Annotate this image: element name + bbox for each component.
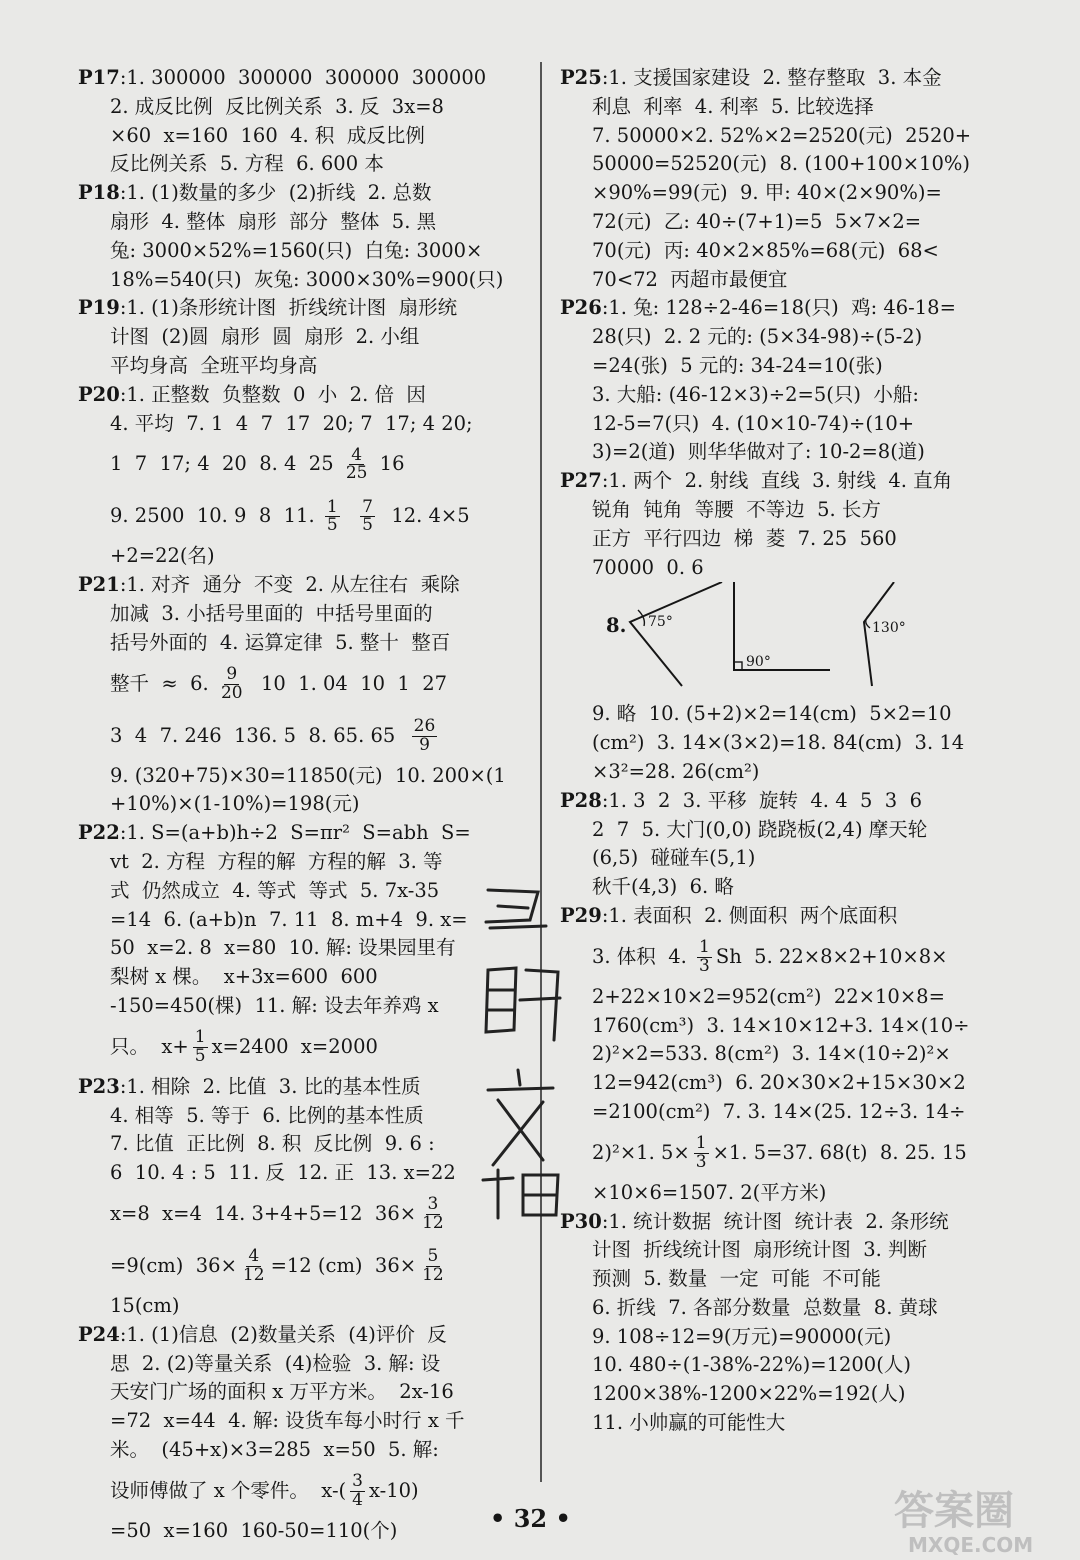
answer-text: 11. 小帅赢的可能性大 [592,1411,786,1435]
answer-text: 72(元) 乙: 40÷(7+1)=5 5×7×2= [592,209,922,233]
answer-line [560,352,1012,381]
answer-text: 6. 折线 7. 各部分数量 总数量 8. 黄球 [592,1295,938,1319]
answer-text: 10 1. 04 10 1 27 [248,671,448,695]
fraction-denominator: 5 [326,515,338,536]
answer-text: 70<72 丙超市最便宜 [592,267,788,291]
answer-text: 思 2. (2)等量关系 (4)检验 3. 解: 设 [110,1351,441,1375]
answer-text: 10. 480÷(1-38%-22%)=1200(人) [592,1353,911,1377]
answer-line [560,700,1012,729]
fraction-numerator: 5 [427,1246,439,1267]
answer-text: 2. 成反比例 反比例关系 3. 反 3x=8 [110,94,444,118]
answer-line [78,1436,530,1465]
answer-line [78,381,530,410]
answer-text: 2)²×1. 5× [592,1140,690,1164]
answer-line [560,496,1012,525]
fraction-numerator: 3 [352,1470,363,1491]
answer-text: vt 2. 方程 方程的解 方程的解 3. 等 [110,849,443,873]
answer-text: 50 x=2. 8 x=80 10. 解: 设果园里有 [110,936,456,960]
answer-line [78,93,530,122]
fraction-numerator: 7 [362,496,373,517]
answer-text: =14 6. (a+b)n 7. 11 8. m+4 9. x= [110,907,468,931]
answer-text: 式 仍然成立 4. 等式 等式 5. 7x-35 [110,878,440,902]
fraction-denominator: 4 [352,1489,363,1510]
answer-line [78,1378,530,1407]
logo-text: 答案圈 [894,1488,1014,1534]
page-tag: P20 [78,382,120,406]
fraction-denominator: 3 [699,955,710,976]
page-tag: P23 [78,1074,120,1098]
answer-line [560,64,1012,93]
fraction-numerator: 9 [226,663,238,684]
answer-text: x=2400 x=2000 [211,1034,378,1058]
answer-text: 15(cm) [110,1293,180,1317]
fraction-numerator: 4 [248,1246,260,1267]
page-tag: P25 [560,66,602,89]
angle-75 [630,582,722,686]
answer-line [560,1323,1012,1352]
answer-text: =24(张) 5 元的: 34-24=10(张) [592,353,883,377]
page-tag: P30 [560,1209,602,1233]
answer-text: 50000=52520(元) 8. (100+100×10%) [592,152,970,176]
answer-text: :1. 相除 2. 比值 3. 比的基本性质 [119,1074,421,1098]
answer-line [78,629,530,658]
answer-text: =72 x=44 4. 解: 设货车每小时行 x 千 [110,1409,465,1433]
answer-line [78,1407,530,1436]
answer-text: :1. (1)数量的多少 (2)折线 2. 总数 [119,181,432,205]
right-top-block [560,64,1012,582]
page-tag: P24 [78,1322,120,1346]
fraction-numerator: 4 [351,444,363,465]
answer-line [78,1021,530,1073]
answer-text: 天安门广场的面积 x 万平方米。 2x-16 [110,1380,454,1404]
answer-line [78,237,530,266]
answer-line [560,237,1012,266]
angle-label-75: 75° [648,614,673,631]
answer-text: 梨树 x 棵。 x+3x=600 600 [110,965,378,989]
answer-line [78,819,530,848]
answer-text: 平均身高 全班平均身高 [110,353,318,377]
answer-line [560,1351,1012,1380]
answer-line [78,323,530,352]
fraction [697,936,712,976]
answer-line [560,208,1012,237]
answer-line [560,1012,1012,1041]
answer-text: 锐角 钝角 等腰 不等边 5. 长方 [592,497,881,521]
answer-text: =12 (cm) 36× [270,1253,417,1277]
answer-line [560,844,1012,873]
answer-line [560,787,1012,816]
answer-text: :1. (1)条形统计图 折线统计图 扇形统 [119,296,458,320]
answer-text: =9(cm) 36× [110,1253,237,1277]
answer-line [78,179,530,208]
answer-line [560,902,1012,931]
answer-text: 只。 x+ [110,1034,189,1058]
fraction-denominator: 5 [194,1045,206,1066]
answer-line [560,1265,1012,1294]
fraction-numerator: 1 [695,1132,707,1153]
answer-text: :1. 统计数据 统计图 统计表 2. 条形统 [601,1209,949,1233]
answer-line [78,790,530,819]
answer-line [78,490,530,542]
fraction-denominator: 25 [345,463,368,484]
angle-figure [560,582,1012,700]
answer-line [78,410,530,439]
answer-line [560,1127,1012,1179]
answer-text: 12. 4×5 [378,504,470,528]
answer-text: 3 4 7. 246 136. 5 8. 65. 65 [110,723,408,747]
answer-text: (6,5) 碰碰车(5,1) [592,846,756,870]
answer-text: 16 [373,452,405,476]
right-bottom-block [560,700,1012,1438]
answer-text: 整千 ≈ 6. [110,671,215,695]
answer-text: 3)=2(道) 则华华做对了: 10-2=8(道) [592,440,925,464]
answer-text: 设师傅做了 x 个零件。 x-( [110,1478,347,1502]
answer-line [78,1102,530,1131]
answer-line [560,266,1012,295]
answer-line [78,266,530,295]
answer-line [78,64,530,93]
answer-text: 反比例关系 5. 方程 6. 600 本 [110,152,384,176]
answer-line [560,554,1012,583]
fraction-numerator: 1 [194,1026,206,1047]
answer-text: 利息 利率 4. 利率 5. 比较选择 [592,94,874,118]
answer-line [78,906,530,935]
answer-line [78,1292,530,1321]
answer-line [78,1465,530,1517]
answer-text: +2=22(名) [110,544,215,568]
answer-text: x=8 x=4 14. 3+4+5=12 36× [110,1201,417,1225]
answer-text: 9. 略 10. (5+2)×2=14(cm) 5×2=10 [592,702,952,726]
answer-line [560,1040,1012,1069]
answer-line [78,877,530,906]
answer-text: +10%)×(1-10%)=198(元) [110,792,360,816]
answer-text: 4. 相等 5. 等于 6. 比例的基本性质 [110,1103,424,1127]
fraction [344,444,370,484]
answer-text: 加减 3. 小括号里面的 中括号里面的 [110,601,433,625]
answer-line [78,352,530,381]
answer-text: (cm²) 3. 14×(3×2)=18. 84(cm) 3. 14 [592,731,965,755]
answer-line [78,762,530,791]
fraction-denominator: 9 [419,734,430,755]
answer-line [78,848,530,877]
answer-text: :1. S=(a+b)h÷2 S=πr² S=abh S= [119,821,471,845]
answer-text: 1200×38%-1200×22%=192(人) [592,1382,906,1406]
answer-text: 9. 2500 10. 9 8 11. [110,504,321,528]
handwritten-watermark [468,880,568,1220]
answer-line [560,323,1012,352]
answer-text: ×1. 5=37. 68(t) 8. 25. 15 [712,1140,967,1164]
answer-line [560,381,1012,410]
answer-text: 7. 比值 正比例 8. 积 反比例 9. 6 : [110,1132,435,1156]
fraction [694,1132,709,1172]
answer-text: 兔: 3000×52%=1560(只) 白兔: 3000× [110,238,483,262]
answer-line [560,816,1012,845]
answer-line [560,1208,1012,1237]
page-tag: P26 [560,296,602,320]
page-tag: P18 [78,181,120,205]
answer-text: 预测 5. 数量 一定 可能 不可能 [592,1267,881,1291]
answer-text: Sh 5. 22×8×2+10×8× [715,944,948,968]
fraction-denominator: 5 [362,515,373,536]
answer-line [560,410,1012,439]
answer-text: =2100(cm²) 7. 3. 14×(25. 12÷3. 14÷ [592,1099,966,1123]
logo-url: MXQE.COM [908,1533,1034,1557]
answer-text: 9. (320+75)×30=11850(元) 10. 200×(1 [110,763,506,787]
answer-line [560,294,1012,323]
fraction [241,1248,267,1285]
page-tag: P29 [560,903,602,927]
answer-text: 括号外面的 4. 运算定律 5. 整十 整百 [110,630,451,654]
answer-line [560,179,1012,208]
answer-text: 2+22×10×2=952(cm²) 22×10×8= [592,984,945,1008]
answer-text [344,504,356,527]
fraction-denominator: 3 [695,1151,707,1172]
right-column [560,64,1012,1438]
answer-line [78,658,530,710]
page-tag: P17 [78,66,120,89]
answer-text: 1760(cm³) 3. 14×10×12+3. 14×(10÷ [592,1013,970,1037]
answer-text: :1. 两个 2. 射线 直线 3. 射线 4. 直角 [601,469,953,493]
fraction [420,1196,446,1233]
answer-line [78,571,530,600]
answer-text: :1. (1)信息 (2)数量关系 (4)评价 反 [119,1322,447,1346]
answer-text: 70000 0. 6 [592,555,704,579]
fraction-numerator: 3 [427,1194,439,1215]
fraction-denominator: 12 [242,1264,265,1285]
answer-line [78,542,530,571]
answer-line [78,600,530,629]
fraction-numerator: 1 [326,496,338,517]
page-tag: P28 [560,788,602,812]
page-number: • 32 • [490,1504,571,1533]
answer-line [560,122,1012,151]
answer-text: 计图 折线统计图 扇形统计图 3. 判断 [592,1238,927,1262]
answer-text: :1. 兔: 128÷2-46=18(只) 鸡: 46-18= [601,296,956,320]
answer-text: ×90%=99(元) 9. 甲: 40×(2×90%)= [592,181,942,205]
answer-text: 12-5=7(只) 4. (10×10-74)÷(10+ [592,411,915,435]
answer-line [560,467,1012,496]
answer-line [78,294,530,323]
fraction [325,496,340,536]
answer-text: 6 10. 4 : 5 11. 反 12. 正 13. x=22 [110,1161,456,1185]
fraction [360,496,375,536]
fraction [219,663,245,703]
answer-text: 3. 大船: (46-12×3)÷2=5(只) 小船: [592,382,919,406]
answer-line [560,438,1012,467]
answer-line [560,150,1012,179]
answer-line [560,729,1012,758]
answer-text: 70(元) 丙: 40×2×85%=68(元) 68< [592,238,939,262]
fraction-denominator: 20 [220,682,243,703]
answer-line [78,1188,530,1240]
answer-line [560,931,1012,983]
answer-text: 米。 (45+x)×3=285 x=50 5. 解: [110,1437,439,1461]
answer-text: 正方 平行四边 梯 菱 7. 25 560 [592,526,897,550]
answer-text: 扇形 4. 整体 扇形 部分 整体 5. 黑 [110,209,437,233]
answer-line [560,1069,1012,1098]
page-tag: P27 [560,469,602,493]
answer-text: :1. 对齐 通分 不变 2. 从左往右 乘除 [119,573,460,597]
answer-text: :1. 300000 300000 300000 300000 [119,66,487,89]
answer-line [560,525,1012,554]
answer-line [560,1294,1012,1323]
fraction [412,715,438,755]
answer-line [78,710,530,762]
answer-line [78,1130,530,1159]
angle-label-130: 130° [872,620,906,637]
fraction [193,1026,208,1066]
site-logo [888,1478,1068,1558]
answer-text: 3. 体积 4. [592,944,694,968]
answer-text: -150=450(棵) 11. 解: 设去年养鸡 x [110,993,439,1017]
answer-line [78,208,530,237]
answer-text: 2 7 5. 大门(0,0) 跷跷板(2,4) 摩天轮 [592,817,928,841]
answer-text: 2)²×2=533. 8(cm²) 3. 14×(10÷2)²× [592,1042,951,1066]
angle-label-90: 90° [746,654,771,671]
answer-line [560,1179,1012,1208]
page-tag: P19 [78,296,120,320]
answer-line [78,438,530,490]
answer-text: :1. 正整数 负整数 0 小 2. 倍 因 [119,382,426,406]
answer-line [78,1321,530,1350]
answer-line [560,758,1012,787]
answer-text: 秋千(4,3) 6. 略 [592,875,734,899]
fraction-denominator: 12 [422,1264,444,1285]
answer-line [560,983,1012,1012]
answer-text: 28(只) 2. 2 元的: (5×34-98)÷(5-2) [592,325,923,349]
answer-text: 7. 50000×2. 52%×2=2520(元) 2520+ [592,123,972,147]
answer-line [78,963,530,992]
answer-line [78,1240,530,1292]
answer-line [78,1517,530,1546]
answer-line [560,1098,1012,1127]
answer-text: :1. 3 2 3. 平移 旋转 4. 4 5 3 6 [601,788,923,812]
answer-text: ×60 x=160 160 4. 积 成反比例 [110,123,425,147]
left-column [78,64,530,1545]
answer-line [78,1350,530,1379]
answer-text: 1 7 17; 4 20 8. 4 25 [110,452,340,476]
fraction [420,1248,446,1285]
page-tag: P21 [78,573,120,597]
answer-text: :1. 支援国家建设 2. 整存整取 3. 本金 [601,66,942,89]
answer-line [560,1236,1012,1265]
answer-line [78,1159,530,1188]
answer-line [560,93,1012,122]
answer-text: :1. 表面积 2. 侧面积 两个底面积 [601,903,898,927]
answer-line [78,150,530,179]
column-divider [540,62,542,1482]
fraction-denominator: 12 [422,1212,444,1233]
answer-text: ×10×6=1507. 2(平方米) [592,1180,827,1204]
figure-label: 8. [606,614,627,638]
answer-text: 12=942(cm³) 6. 20×30×2+15×30×2 [592,1071,966,1095]
answer-text: ×3²=28. 26(cm²) [592,759,760,783]
answer-text: =50 x=160 160-50=110(个) [110,1518,398,1542]
angle-drawings [560,582,1012,700]
page-tag: P22 [78,821,120,845]
fraction-numerator: 26 [413,715,436,736]
answer-text: x-10) [368,1478,419,1502]
answer-line [560,1380,1012,1409]
answer-text: 9. 108÷12=9(万元)=90000(元) [592,1324,892,1348]
answer-line [78,1073,530,1102]
answer-line [560,1409,1012,1438]
answer-line [78,122,530,151]
answer-line [78,992,530,1021]
answer-text: 计图 (2)圆 扇形 圆 扇形 2. 小组 [110,325,420,349]
answer-text: 18%=540(只) 灰兔: 3000×30%=900(只) [110,267,504,291]
fraction [350,1470,365,1510]
answer-line [560,873,1012,902]
fraction-numerator: 1 [699,936,710,957]
answer-line [78,934,530,963]
answer-text: 4. 平均 7. 1 4 7 17 20; 7 17; 4 20; [110,411,473,435]
